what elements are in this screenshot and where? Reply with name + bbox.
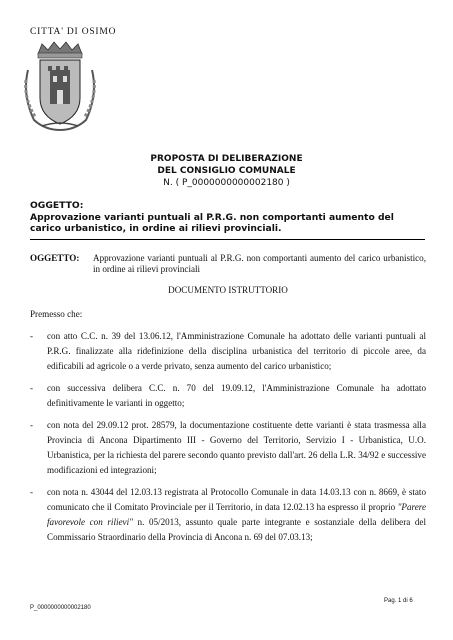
subject-label: OGGETTO: (30, 200, 84, 211)
proposal-header (0, 153, 453, 189)
subject-block (30, 200, 420, 235)
footer-page-number: Pag. 1 di 6 (384, 598, 413, 604)
document-title: DOCUMENTO ISTRUTTORIO (168, 285, 288, 295)
body-subject-text: Approvazione varianti puntuali al P.R.G. non comportanti aumento del carico urbanistico, in ordine ai rilievi provinciali (93, 253, 426, 274)
list-item (30, 329, 426, 374)
divider (30, 239, 425, 240)
premesso-heading: Premesso che: (30, 309, 83, 319)
list-item-text: con nota del 29.09.12 prot. 28579, la documentazione costituente dette varianti è stata trasmessa alla Provincia di Ancona Dipartimento III - Governo del Territorio, Servizio I - Urbanistica, U.O. Urbanistica, per la richiesta del parere secondo quanto previsto dall'art. 26 della L.R. 34/92 e successive modificazioni ed integrazioni; (47, 420, 426, 475)
list-dash: - (30, 383, 34, 393)
list-item (30, 485, 426, 545)
list-item (30, 381, 426, 411)
list-dash: - (30, 331, 34, 341)
list-item-text: con successiva delibera C.C. n. 70 del 19.09.12, l'Amministrazione Comunale ha adottato definitivamente le varianti in oggetto; (47, 383, 426, 408)
subject-text: Approvazione varianti puntuali al P.R.G. non comportanti aumento del carico urbanistico, in ordine ai rilievi provinciali. (30, 211, 394, 234)
body-subject-label: OGGETTO: (30, 253, 80, 263)
list-item-text-part: n. 05/2013, assunto quale parte integrante e sostanziale della delibera del Commissario Straordinario della Provincia di Ancona n. 69 del 07.03.13; (47, 517, 426, 542)
proposal-title-line2: DEL CONSIGLIO COMUNALE (157, 166, 296, 176)
city-name: CITTA' DI OSIMO (30, 27, 117, 37)
list-dash: - (30, 487, 34, 497)
list-item-text (47, 485, 426, 545)
body-subject-row (30, 253, 426, 275)
list-item-text: con atto C.C. n. 39 del 13.06.12, l'Amministrazione Comunale ha adottato delle varianti puntuali al P.R.G. finalizzate alla ridefinizione della disciplina urbanistica del territorio di piccole aree, da edificabili ad agricole o a verde privato, senza aumento del carico urbanistico; (47, 331, 426, 371)
list-dash: - (30, 420, 34, 430)
document-body (30, 253, 426, 545)
proposal-number: N. ( P_0000000000002180 ) (163, 178, 290, 188)
proposal-title-line1: PROPOSTA DI DELIBERAZIONE (150, 154, 303, 164)
list-item-italic-quote: "Parere favorevole con rilievi" (47, 502, 426, 527)
list-item (30, 418, 426, 478)
list-item-text-part: con nota n. 43044 del 12.03.13 registrata al Protocollo Comunale in data 14.03.13 con n. 8669, è stato comunicato che il Comitato Provinciale per il Territorio, in data 12.02.13 ha espresso il proprio (47, 487, 426, 512)
footer-code: P_0000000000002180 (30, 605, 91, 611)
city-crest-logo (20, 40, 100, 132)
